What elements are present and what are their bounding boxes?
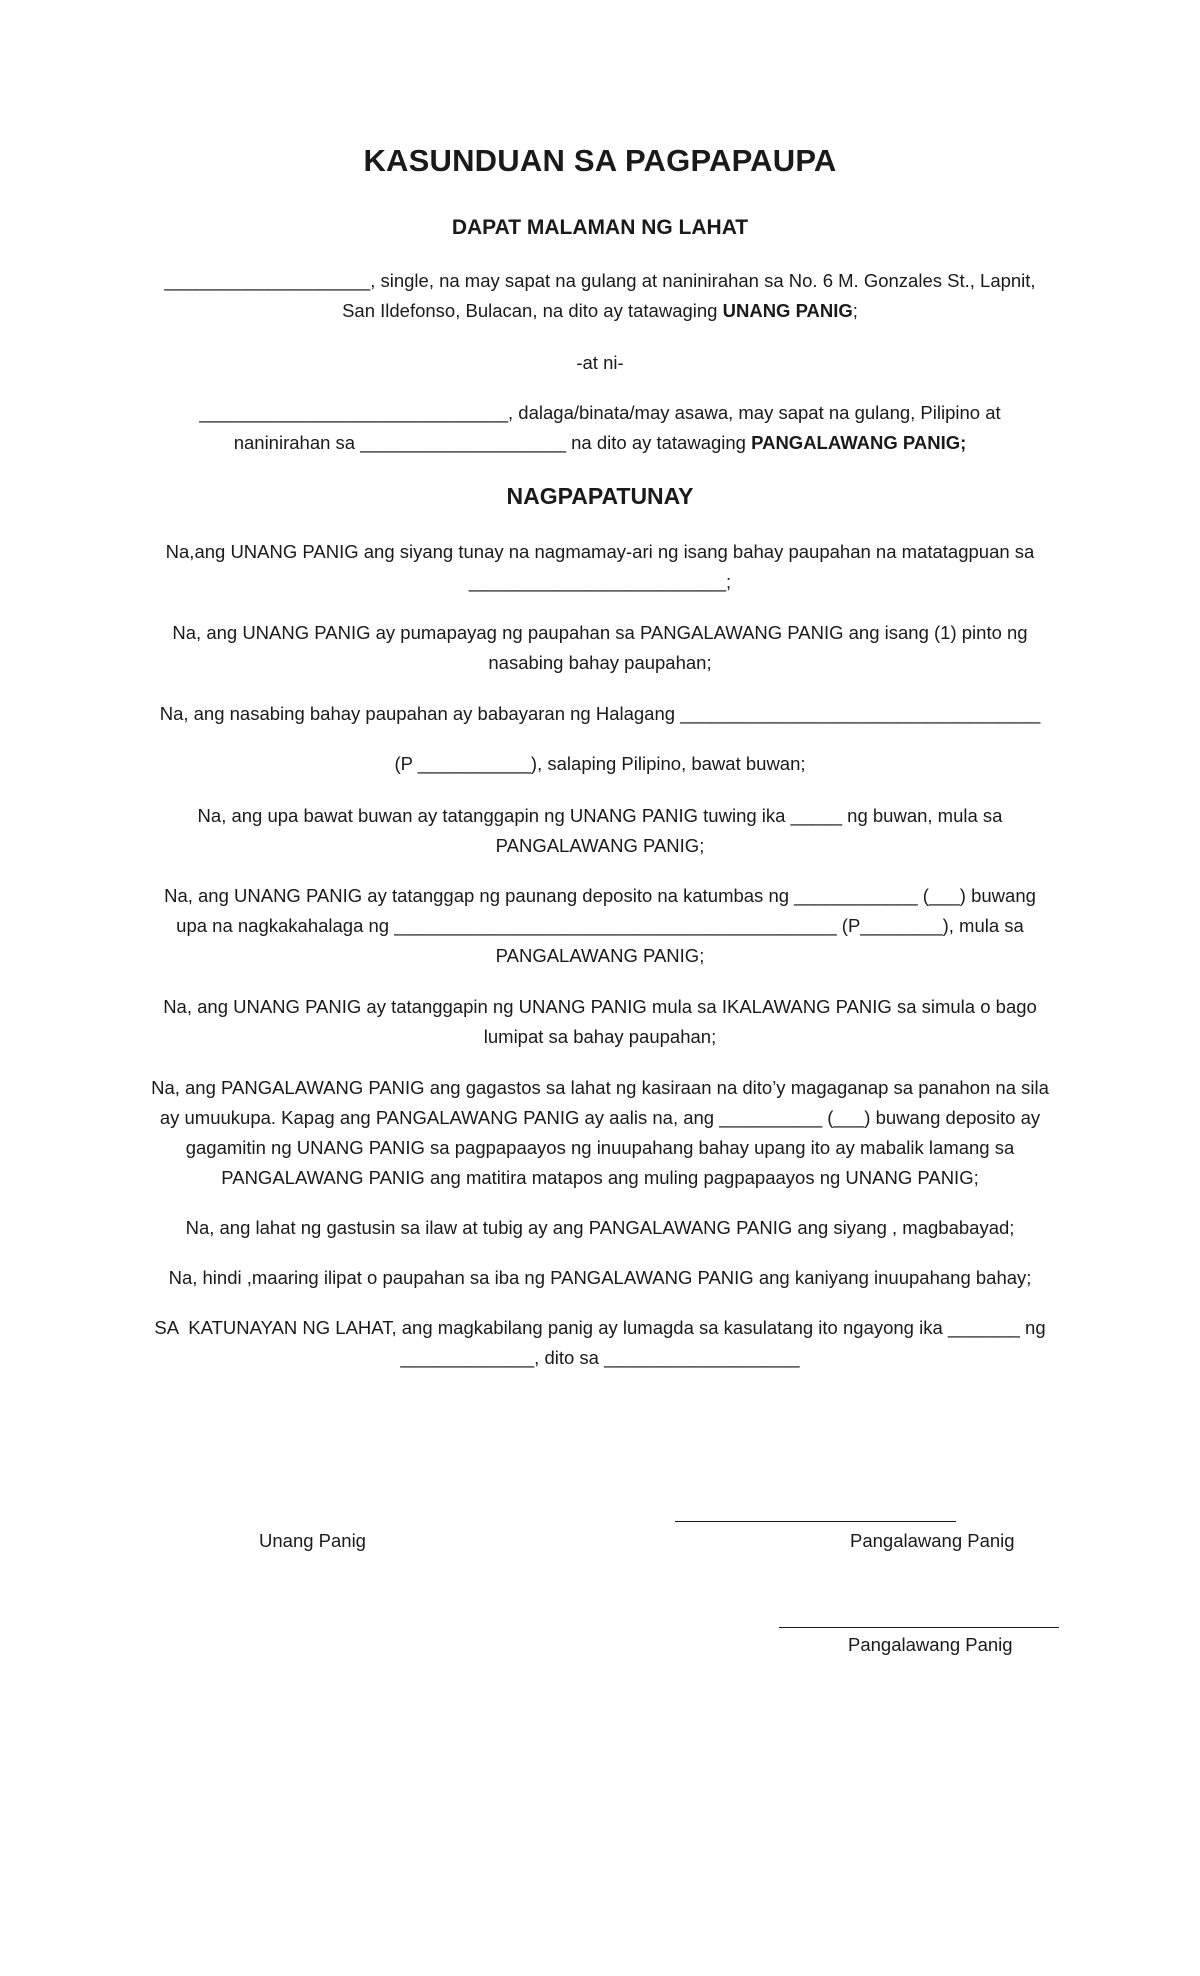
document-subtitle: DAPAT MALAMAN NG LAHAT	[451, 216, 749, 239]
clause-10-line1: SA KATUNAYAN NG LAHAT, ang magkabilang panig ay lumagda sa kasulatang ito ngayong ika _______ ng	[154, 1317, 1046, 1338]
party2-line2	[120, 428, 1080, 458]
signature-line-right-2	[779, 1627, 1059, 1628]
signature-label-right-2: Pangalawang Panig	[848, 1634, 1013, 1655]
clause-4-line1: Na, ang upa bawat buwan ay tatanggapin ng UNANG PANIG tuwing ika _____ ng buwan, mula sa	[197, 805, 1003, 826]
clause-7-line2: ay umuukupa. Kapag ang PANGALAWANG PANIG ay aalis na, ang __________ (___) buwang deposito ay	[159, 1107, 1041, 1128]
clause-2-line2: nasabing bahay paupahan;	[488, 652, 712, 673]
party2-line1: ______________________________, dalaga/binata/may asawa, may sapat na gulang, Pilipino at	[199, 402, 1001, 423]
clause-7-line1: Na, ang PANGALAWANG PANIG ang gagastos sa lahat ng kasiraan na dito’y magaganap sa panahon na sila	[151, 1077, 1049, 1098]
clause-6-line1: Na, ang UNANG PANIG ay tatanggapin ng UNANG PANIG mula sa IKALAWANG PANIG sa simula o bago	[163, 996, 1037, 1017]
clause-8: Na, ang lahat ng gastusin sa ilaw at tubig ay ang PANGALAWANG PANIG ang siyang , magbabayad;	[185, 1217, 1015, 1238]
party1-designation: UNANG PANIG	[722, 300, 853, 321]
party2-designation: PANGALAWANG PANIG;	[751, 432, 967, 453]
conjunction: -at ni-	[576, 352, 624, 373]
clause-4-line2: PANGALAWANG PANIG;	[495, 835, 705, 856]
clause-1-line1: Na,ang UNANG PANIG ang siyang tunay na nagmamay-ari ng isang bahay paupahan na matatagpuan sa	[165, 541, 1035, 562]
signature-line-right	[675, 1521, 956, 1522]
clause-2-line1: Na, ang UNANG PANIG ay pumapayag ng paupahan sa PANGALAWANG PANIG ang isang (1) pinto ng	[172, 622, 1028, 643]
clause-7-line3: gagamitin ng UNANG PANIG sa pagpapaayos ng inuupahang bahay upang ito ay mabalik lamang sa	[185, 1137, 1015, 1158]
document-title: KASUNDUAN SA PAGPAPAUPA	[363, 143, 837, 178]
signature-label-right: Pangalawang Panig	[850, 1530, 1015, 1551]
clause-3-line2: (P ___________), salaping Pilipino, bawat buwan;	[394, 753, 806, 774]
party1-line2	[120, 296, 1080, 326]
party2-line2-text: naninirahan sa ____________________ na dito ay tatawaging	[233, 432, 752, 453]
party1-line2-text: San Ildefonso, Bulacan, na dito ay tatawaging	[342, 300, 723, 321]
party1-line2-end: ;	[852, 300, 858, 321]
party1-line1: ____________________, single, na may sapat na gulang at naninirahan sa No. 6 M. Gonzales St., Lapnit,	[164, 270, 1036, 291]
clause-7-line4: PANGALAWANG PANIG ang matitira matapos ang muling pagpapaayos ng UNANG PANIG;	[221, 1167, 979, 1188]
clause-10-line2: _____________, dito sa ___________________	[400, 1347, 800, 1368]
clause-1-line2: _________________________;	[468, 571, 732, 592]
clause-5-line2: upa na nagkakahalaga ng ___________________________________________ (P________), mula sa	[176, 915, 1024, 936]
clause-5-line1: Na, ang UNANG PANIG ay tatanggap ng paunang deposito na katumbas ng ____________ (___) buwang	[164, 885, 1036, 906]
clause-6-line2: lumipat sa bahay paupahan;	[483, 1026, 717, 1047]
clause-3-line1: Na, ang nasabing bahay paupahan ay babayaran ng Halagang ___________________________________	[159, 703, 1041, 724]
section-heading: NAGPAPATUNAY	[506, 483, 694, 509]
clause-9: Na, hindi ,maaring ilipat o paupahan sa iba ng PANGALAWANG PANIG ang kaniyang inuupahang bahay;	[168, 1267, 1032, 1288]
clause-5-line3: PANGALAWANG PANIG;	[495, 945, 705, 966]
signature-label-left: Unang Panig	[259, 1530, 366, 1551]
